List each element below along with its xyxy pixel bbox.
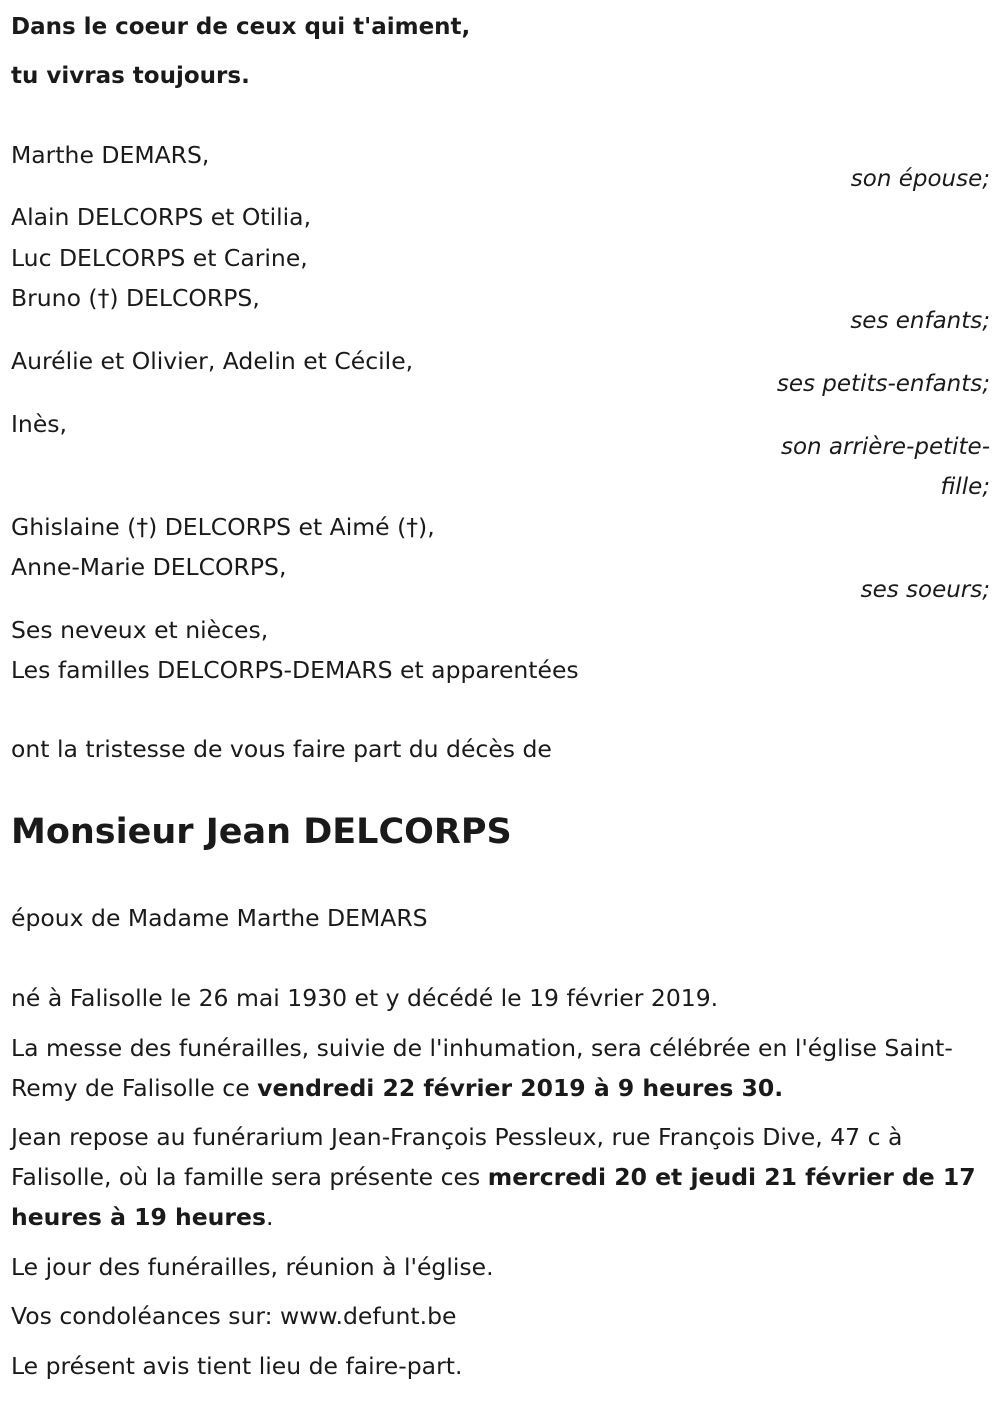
- children-relation: ses enfants;: [850, 308, 990, 334]
- great-grandchild-relation-line-1: son arrière-petite-: [780, 434, 990, 460]
- families: Les familles DELCORPS-DEMARS et apparentées: [11, 656, 579, 684]
- child-2: Luc DELCORPS et Carine,: [11, 244, 308, 272]
- spouse-of: époux de Madame Marthe DEMARS: [11, 904, 428, 932]
- epigraph-line-1: Dans le coeur de ceux qui t'aiment,: [11, 14, 471, 40]
- epigraph-line-2: tu vivras toujours.: [11, 63, 250, 89]
- spouse-relation: son épouse;: [850, 166, 990, 192]
- gathering: Le jour des funérailles, réunion à l'église.: [11, 1253, 494, 1281]
- mass-text: La messe des funérailles, suivie de l'inhumation, sera célébrée en l'église Saint-Remy de Falisolle ce: [11, 1034, 953, 1102]
- sister-2: Anne-Marie DELCORPS,: [11, 553, 287, 581]
- child-3: Bruno (†) DELCORPS,: [11, 284, 260, 312]
- spouse-name: Marthe DEMARS,: [11, 141, 210, 169]
- repose-end: .: [265, 1203, 274, 1231]
- deceased-name: Monsieur Jean DELCORPS: [11, 812, 512, 852]
- mass-paragraph: [11, 1028, 996, 1108]
- great-grandchild: Inès,: [11, 410, 67, 438]
- nephews-nieces: Ses neveux et nièces,: [11, 616, 269, 644]
- repose-paragraph: [11, 1117, 996, 1237]
- notice: Le présent avis tient lieu de faire-part.: [11, 1352, 463, 1380]
- condolences: Vos condoléances sur: www.defunt.be: [11, 1302, 457, 1330]
- grandchildren: Aurélie et Olivier, Adelin et Cécile,: [11, 347, 414, 375]
- grandchildren-relation: ses petits-enfants;: [776, 371, 990, 397]
- birth-death: né à Falisolle le 26 mai 1930 et y décédé le 19 février 2019.: [11, 984, 719, 1012]
- child-1: Alain DELCORPS et Otilia,: [11, 203, 312, 231]
- great-grandchild-relation-line-2: fille;: [940, 474, 990, 500]
- repose-dates: mercredi 20 et jeudi 21 février de 17 heures à 19 heures: [11, 1163, 976, 1231]
- repose-text: Jean repose au funérarium Jean-François Pessleux, rue François Dive, 47 c à Falisolle, où la famille sera présente ces: [11, 1123, 903, 1191]
- mass-date: vendredi 22 février 2019 à 9 heures 30.: [257, 1074, 784, 1102]
- announcement: ont la tristesse de vous faire part du décès de: [11, 735, 552, 763]
- sisters-relation: ses soeurs;: [860, 577, 990, 603]
- sister-1: Ghislaine (†) DELCORPS et Aimé (†),: [11, 513, 435, 541]
